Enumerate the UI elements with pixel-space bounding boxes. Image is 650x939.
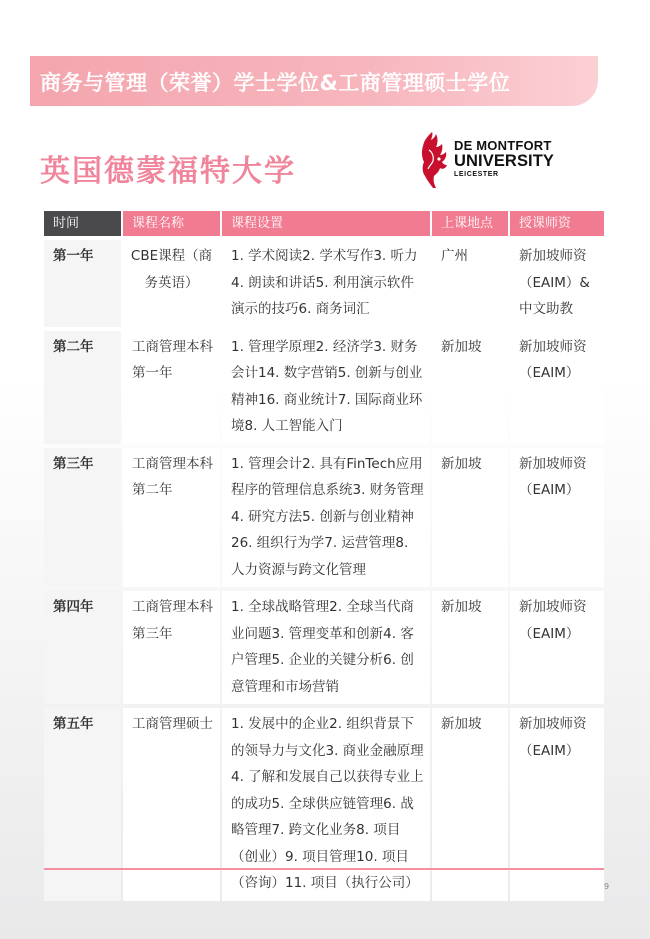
cell-location: 新加坡 (432, 591, 508, 704)
cell-teachers: 新加坡师资（EAIM）& 中文助教 (510, 240, 604, 327)
cell-year: 第一年 (44, 240, 121, 327)
cell-course: 工商管理本科第三年 (123, 591, 220, 704)
course-table (44, 211, 604, 901)
cell-teachers: 新加坡师资（EAIM） (510, 331, 604, 444)
header-location: 上课地点 (432, 211, 508, 236)
bottom-divider (44, 868, 604, 870)
table-row (44, 240, 604, 327)
cell-year: 第二年 (44, 331, 121, 444)
logo-text-de-montfort: DE MONTFORT (454, 138, 552, 153)
header-teachers: 授课师资 (510, 211, 604, 236)
cell-teachers: 新加坡师资（EAIM） (510, 448, 604, 588)
table-row (44, 591, 604, 704)
cell-content: 1. 发展中的企业2. 组织背景下的领导力与文化3. 商业金融原理4. 了解和发展自己以获得专业上的成功5. 全球供应链管理6. 战略管理7. 跨文化业务8. 项目（创业）9. 项目管理10. 项目（咨询）11. 项目（执行公司） (222, 708, 430, 901)
cell-course: 工商管理本科第二年 (123, 448, 220, 588)
cell-course: CBE课程（商务英语） (123, 240, 220, 327)
cell-teachers: 新加坡师资（EAIM） (510, 708, 604, 901)
title-banner (30, 56, 598, 106)
header-course-name: 课程名称 (123, 211, 220, 236)
cell-content: 1. 管理会计2. 具有FinTech应用程序的管理信息系统3. 财务管理4. 研究方法5. 创新与创业精神26. 组织行为学7. 运营管理8. 人力资源与跨文化管理 (222, 448, 430, 588)
cell-location: 新加坡 (432, 708, 508, 901)
cell-course: 工商管理本科第一年 (123, 331, 220, 444)
lion-crest-icon (418, 128, 452, 190)
cell-year: 第五年 (44, 708, 121, 901)
cell-location: 广州 (432, 240, 508, 327)
cell-content: 1. 管理学原理2. 经济学3. 财务会计14. 数字营销5. 创新与创业精神16. 商业统计7. 国际商业环境8. 人工智能入门 (222, 331, 430, 444)
table-row (44, 331, 604, 444)
cell-content: 1. 全球战略管理2. 全球当代商业问题3. 管理变革和创新4. 客户管理5. 企业的关键分析6. 创意管理和市场营销 (222, 591, 430, 704)
header-course-content: 课程设置 (222, 211, 430, 236)
table-row (44, 708, 604, 901)
program-title: 商务与管理（荣誉）学士学位&工商管理硕士学位 (40, 71, 511, 95)
cell-content: 1. 学术阅读2. 学术写作3. 听力4. 朗读和讲话5. 利用演示软件演示的技巧6. 商务词汇 (222, 240, 430, 327)
cell-year: 第四年 (44, 591, 121, 704)
university-logo (418, 128, 558, 190)
cell-course: 工商管理硕士 (123, 708, 220, 901)
logo-text-university: UNIVERSITY (454, 152, 555, 170)
table-row (44, 448, 604, 588)
page-number: 9 (604, 882, 610, 891)
logo-text-leicester: LEICESTER (454, 171, 499, 178)
header-time: 时间 (44, 211, 121, 236)
table-header (44, 211, 604, 236)
cell-year: 第三年 (44, 448, 121, 588)
university-title: 英国德蒙福特大学 (40, 154, 296, 189)
cell-location: 新加坡 (432, 448, 508, 588)
cell-location: 新加坡 (432, 331, 508, 444)
cell-teachers: 新加坡师资（EAIM） (510, 591, 604, 704)
